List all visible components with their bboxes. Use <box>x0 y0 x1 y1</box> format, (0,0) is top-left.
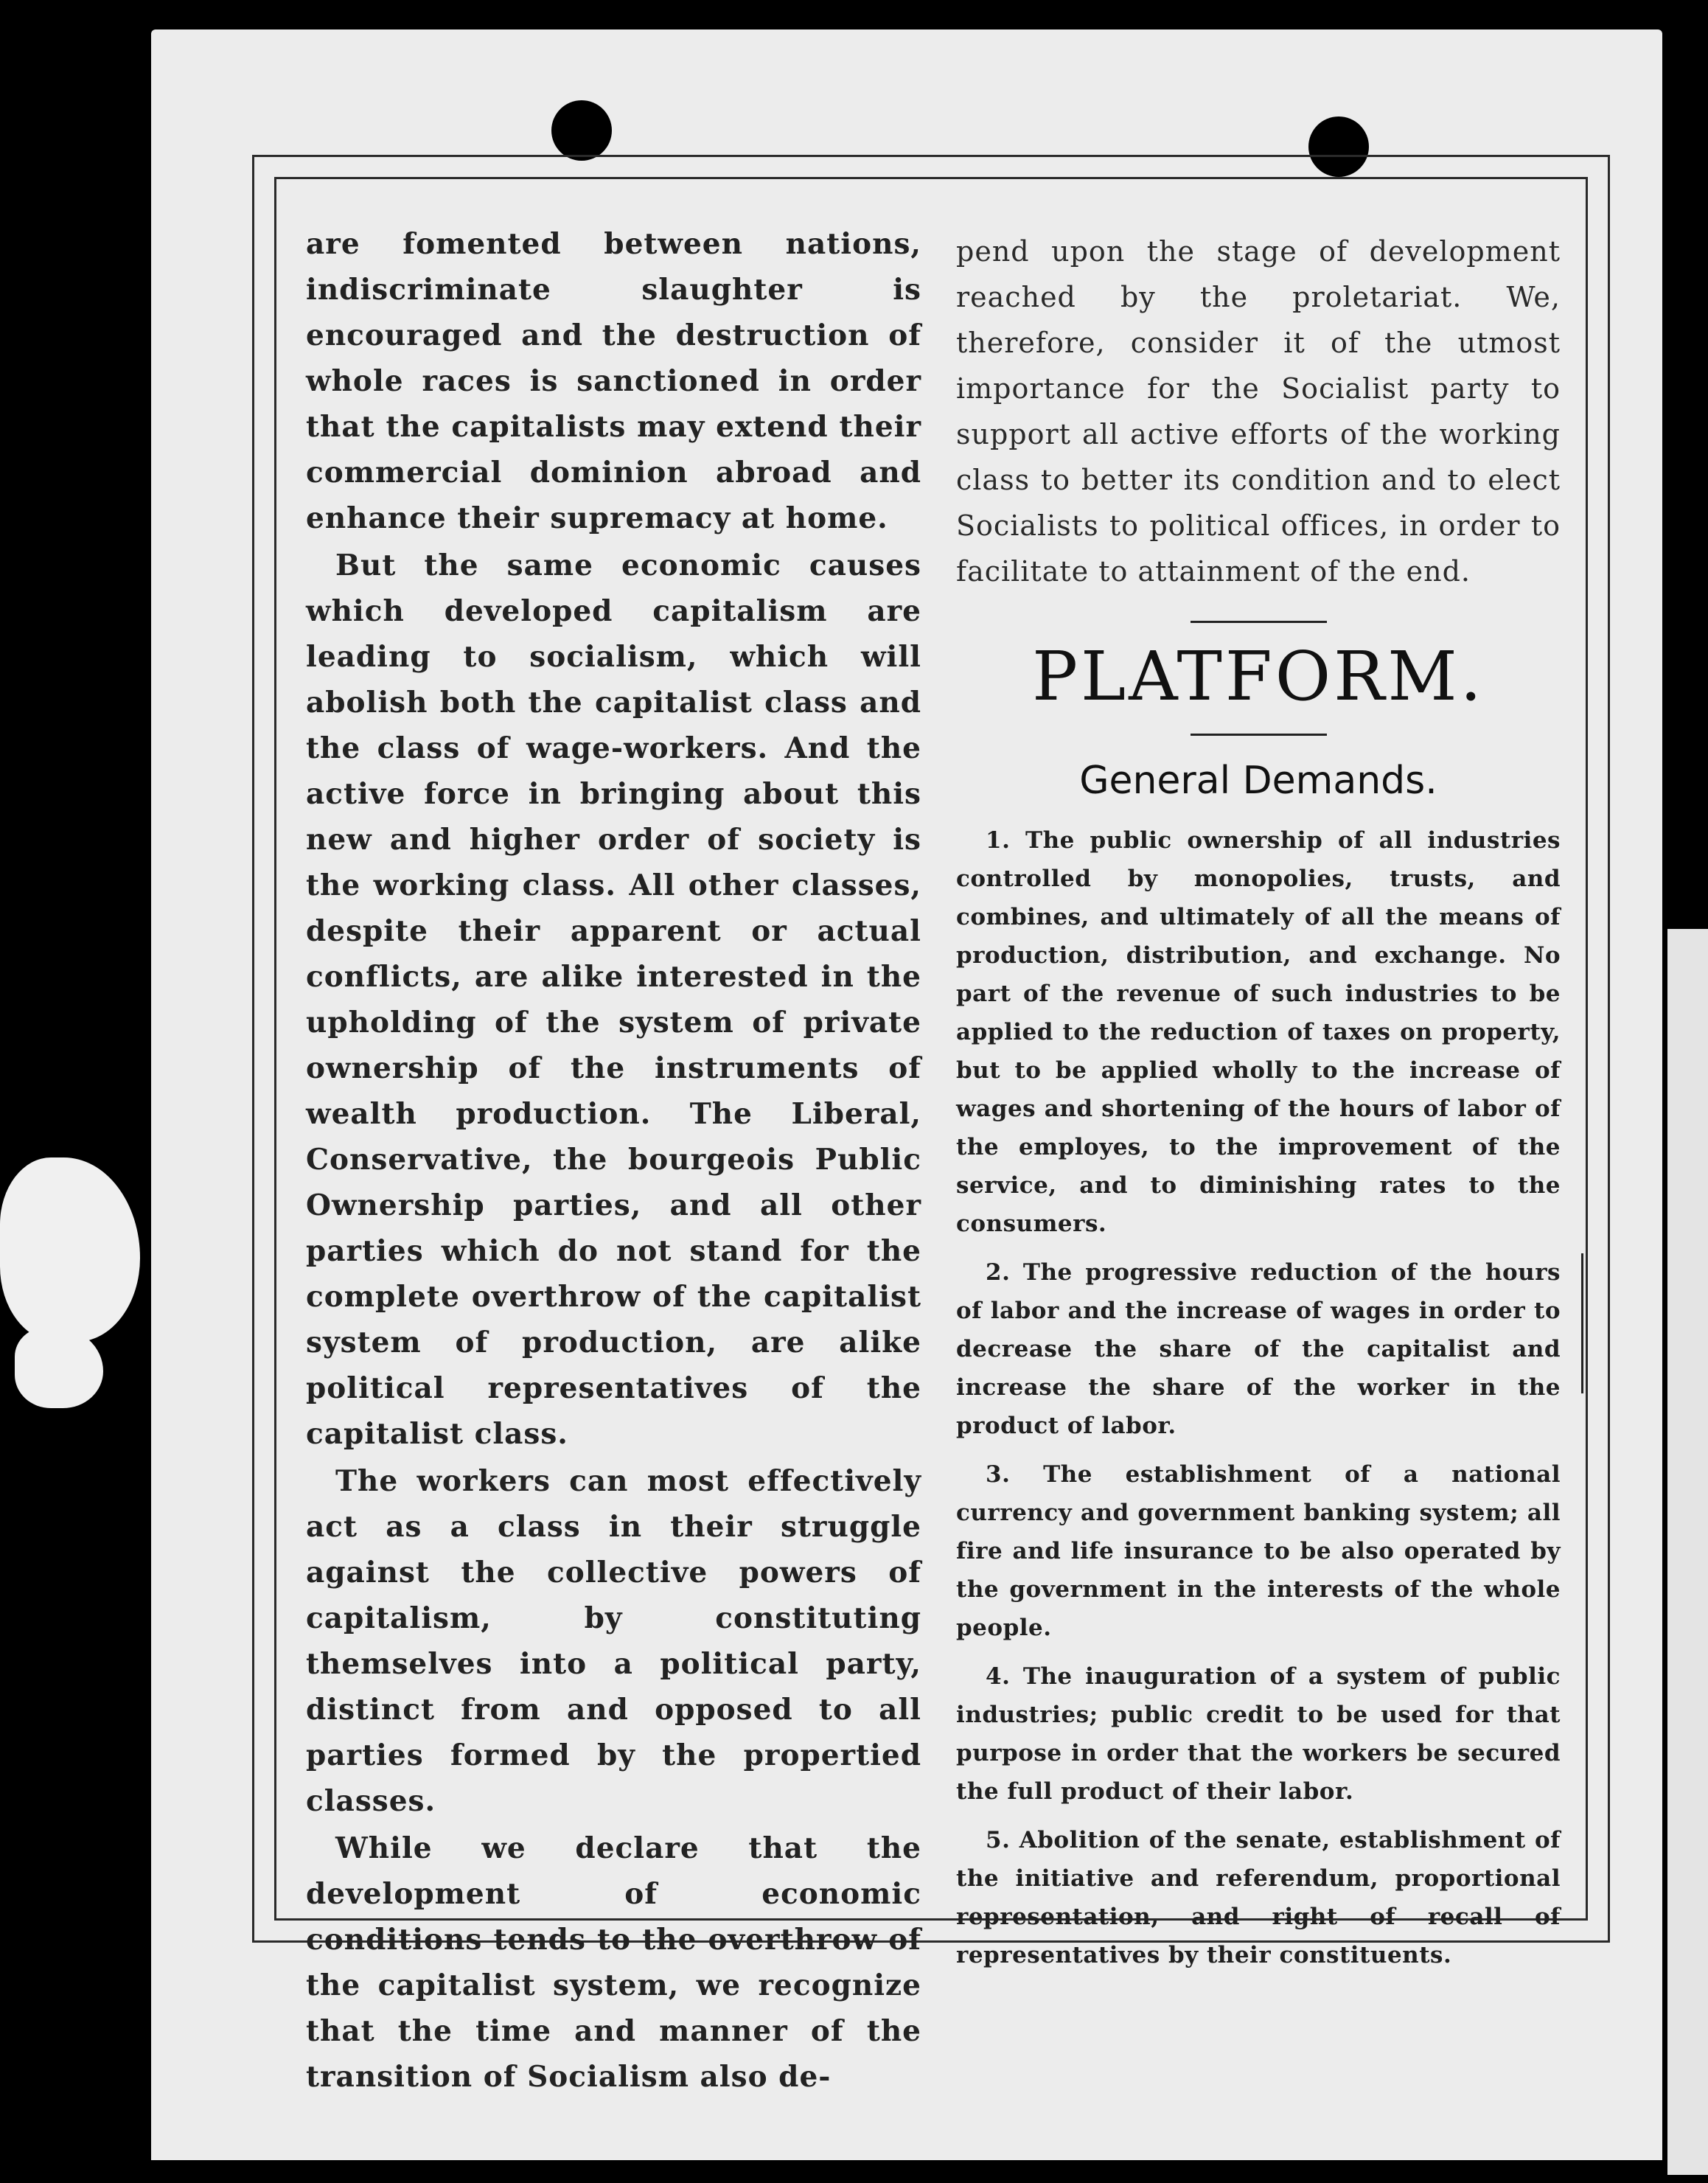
paragraph: The workers can most effectively act as a class in their struggle against the collective powers of capitalism, by constituting themselves into a political party, distinct from and opposed to all parties formed by the propertied classes. <box>306 1464 921 1818</box>
demand-item: 1. The public ownership of all industries controlled by monopolies, trusts, and combines, and ultimately of all the means of production, distribution, and exchange. No part of the revenue of such industries to be applied to the reduction of taxes on property, but to be applied wholly to the increase of wages and shortening of the hours of labor of the employes, to the improvement of the service, and to diminishing rates to the consumers. <box>956 827 1561 1237</box>
paper-fragment <box>0 1157 140 1342</box>
divider-rule <box>1191 621 1327 623</box>
continued-paragraph: pend upon the stage of development reached by the proletariat. We, therefore, consider it of the utmost importance for the Socialist party to support all active efforts of the working class to better its condition and to elect Socialists to political offices, in order to facilitate to attainment of the end. <box>956 235 1561 588</box>
demand-item: 5. Abolition of the senate, establishment of the initiative and referendum, proportional representation, and right of recall of representatives by their constituents. <box>956 1827 1561 1968</box>
general-demands-heading: General Demands. <box>1079 759 1437 803</box>
divider-rule <box>1191 734 1327 736</box>
left-column <box>306 221 921 2100</box>
platform-heading: PLATFORM. <box>1032 637 1485 716</box>
paragraph: are fomented between nations, indiscriminate slaughter is encouraged and the destruction of whole races is sanctioned in order that the capitalists may extend their commercial dominion abroad and enhance their supremacy at home. <box>306 227 921 535</box>
demand-item: 2. The progressive reduction of the hours of labor and the increase of wages in order to decrease the share of the capitalist and increase the share of the worker in the product of labor. <box>956 1259 1561 1439</box>
paragraph: While we declare that the development of economic conditions tends to the overthrow of the capitalist system, we recognize that the time and manner of the transition of Socialism also de- <box>306 1831 921 2094</box>
demand-item: 4. The inauguration of a system of public industries; public credit to be used for that purpose in order that the workers be secured the full product of their labor. <box>956 1663 1561 1805</box>
punch-hole-icon <box>551 100 612 161</box>
paragraph: But the same economic causes which developed capitalism are leading to socialism, which will abolish both the capitalist class and the class of wage-workers. And the active force in bringing about this new and higher order of society is the working class. All other classes, despite their apparent or actual conflicts, are alike interested in the upholding of the system of private ownership of the instruments of wealth production. The Liberal, Conservative, the bourgeois Public Ownership parties, and all other parties which do not stand for the complete overthrow of the capitalist system of production, are alike political representatives of the capitalist class. <box>306 549 921 1451</box>
demand-item: 3. The establishment of a national currency and government banking system; all fire and life insurance to be also operated by the government in the interests of the whole people. <box>956 1461 1561 1641</box>
margin-mark <box>1581 1253 1583 1393</box>
right-column <box>956 229 1561 1985</box>
page-fold-strip <box>1667 929 1708 2175</box>
